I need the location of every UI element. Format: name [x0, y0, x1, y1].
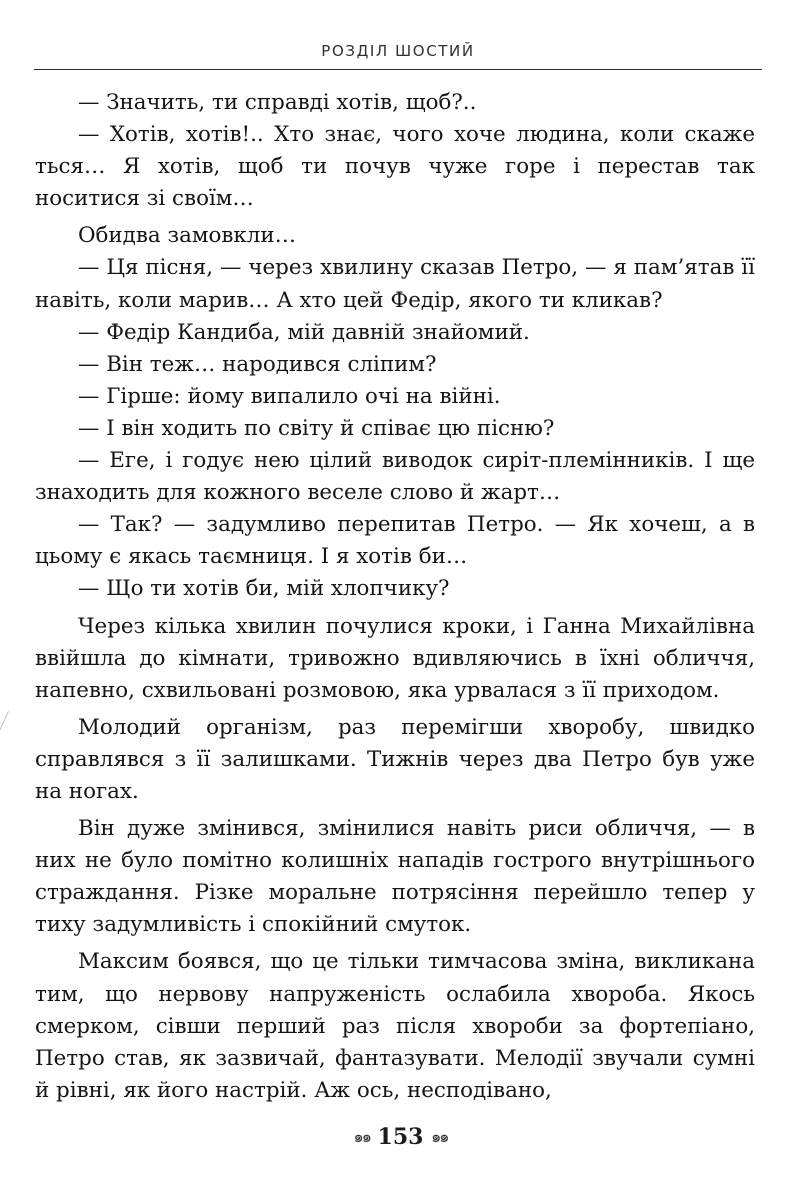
paragraph: — Еге, і годує нею цілий виводок сиріт-племінників. І ще знаходить для кожного веселе слово й жарт…	[35, 448, 755, 506]
paragraph: — Федір Кандиба, мій давній знайомий.	[78, 319, 530, 345]
paragraph: — Він теж… народився сліпим?	[78, 351, 437, 377]
ornament-right-icon: ๑๑	[431, 1127, 448, 1146]
paragraph: — Гірше: йому випалило очі на війні.	[78, 383, 501, 409]
running-header: РОЗДІЛ ШОСТИЙ	[321, 42, 475, 60]
header-rule	[34, 69, 762, 70]
ornament-left-icon: ๑๑	[353, 1127, 370, 1146]
paragraph: Обидва замовкли…	[78, 223, 297, 249]
paragraph: Максим боявся, що це тільки тимчасова зміна, викликана тим, що нервову напруженість ослабила хвороба. Якось смерком, сівши перший раз після хвороби за фортепіано, Петро став, як зазвичай, фантазувати. Мелодії звучали сумні й рівні, як його настрій. Аж ось, несподівано,	[35, 949, 755, 1103]
paragraph: — Так? — задумливо перепитав Петро. — Як хочеш, а в цьому є якась таємниця. І я хотів би…	[35, 512, 755, 570]
paragraph: Він дуже змінився, змінилися навіть риси обличчя, — в них не було помітно колишніх нападів гострого внутрішнього страждання. Різке моральне потрясіння перейшло тепер у тиху задумливість і спокійний смуток.	[35, 816, 755, 938]
margin-mark	[0, 711, 16, 735]
page-number: 153	[377, 1124, 424, 1150]
paragraph: — Що ти хотів би, мій хлопчику?	[78, 576, 450, 602]
paragraph: — Значить, ти справді хотів, щоб?..	[78, 90, 477, 115]
paragraph: — Ця пісня, — через хвилину сказав Петро, — я пам’ятав її навіть, коли марив… А хто цей Федір, якого ти кликав?	[35, 255, 755, 313]
paragraph: — І він ходить по світу й співає цю пісню?	[78, 415, 555, 441]
paragraph: — Хотів, хотів!.. Хто знає, чого хоче людина, коли скаже ться… Я хотів, щоб ти почув чуже горе і перестав так носитися зі своїм…	[35, 122, 755, 212]
paragraph: Через кілька хвилин почулися кроки, і Ганна Михайлівна ввійшла до кімнати, тривожно вдивляючись в їхні обличчя, напевно, схвильовані розмовою, яка урвалася з її приходом.	[35, 613, 755, 703]
page-footer	[0, 1124, 801, 1150]
paragraph: Молодий організм, раз перемігши хворобу, швидко справлявся з її залишками. Тижнів через два Петро був уже на ногах.	[35, 714, 755, 804]
body-text	[35, 87, 755, 1107]
